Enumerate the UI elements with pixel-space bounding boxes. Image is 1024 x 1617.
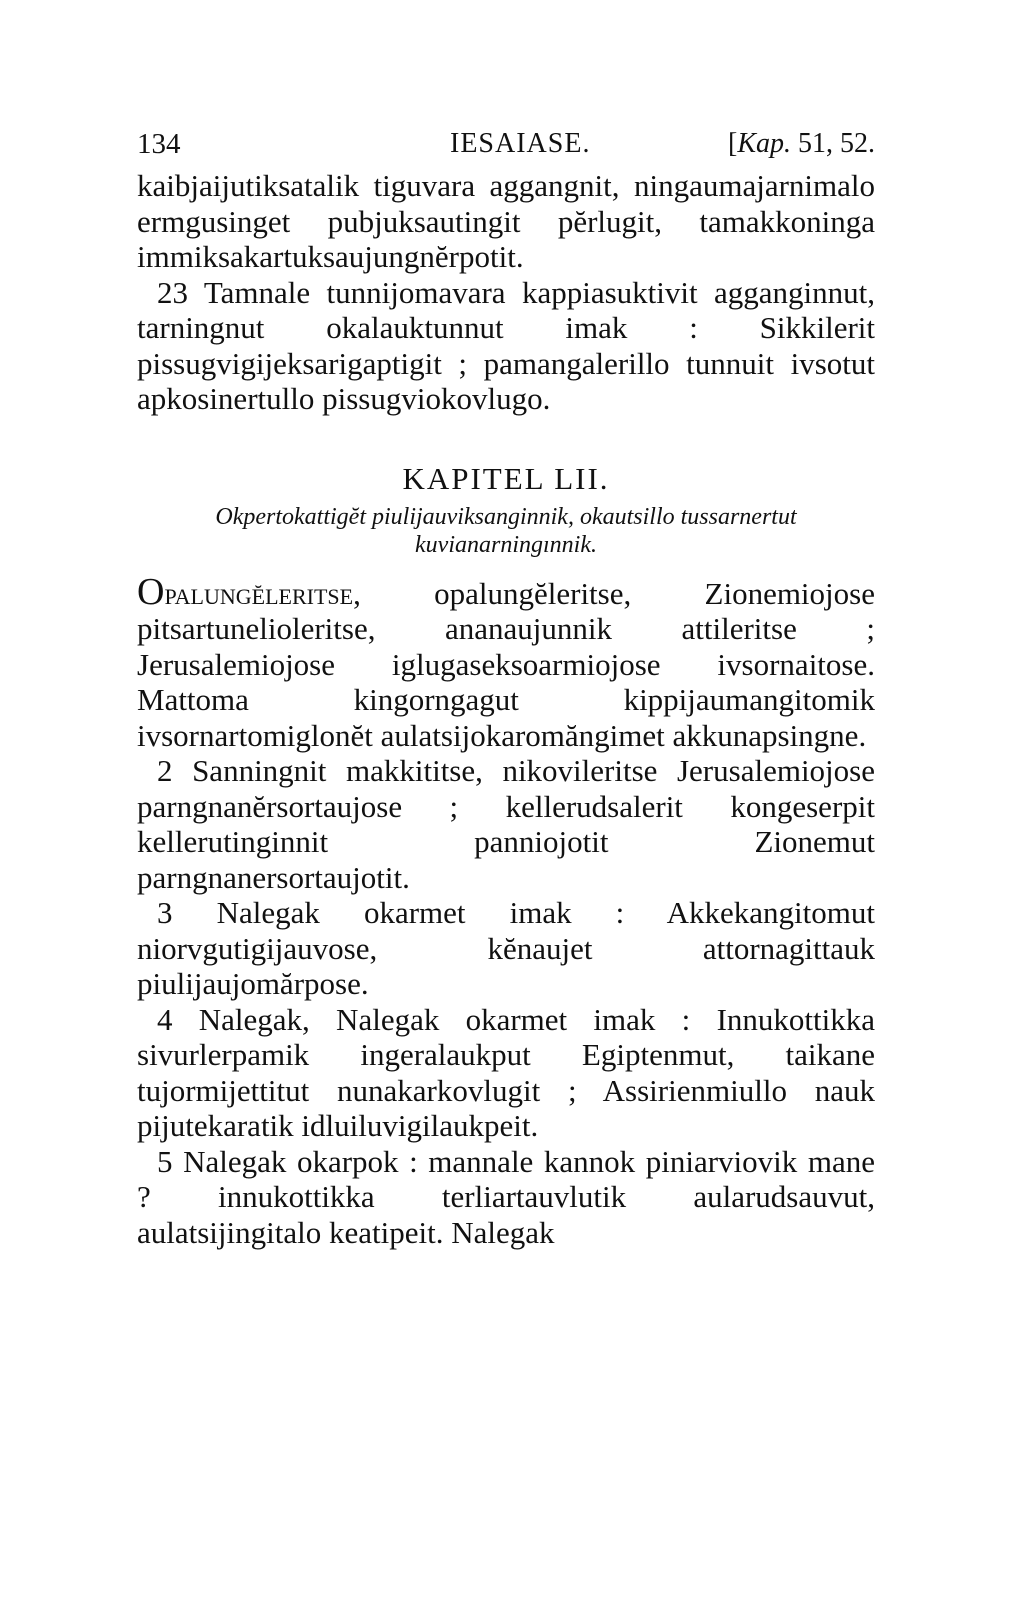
verse-5: 5 Nalegak okarpok : mannale kannok piniarviovik mane ? innukottikka terliartauvlutik aularudsauvut, aulatsijingitalo keatipeit. Nalegak (137, 1143, 875, 1250)
chapter-heading: KAPITEL LII. (402, 460, 610, 496)
running-head (137, 128, 875, 168)
verse-1-text: opalungĕleritse, Zionemiojose pitsartunelioleritse, ananaujunnik attileritse ; Jerusalemiojose iglugaseksoarmiojose ivsornaitose. Mattoma kingorngagut kippijaumangitomik ivsornartomiglonĕt aulatsijokaromăngimet akkunapsingne. (137, 575, 875, 753)
chapter-summary: Okpertokattigĕt piulijauviksanginnik, okautsillo tussarnertut kuvianarningınnik. (215, 503, 797, 558)
continuation-paragraph: kaibjaijutiksatalik tiguvara aggangnit, ningaumajarnimalo ermgusinget pubjuksautingit pĕrlugit, tamakkoninga immiksakartuksaujungnĕrpotit. (137, 168, 875, 274)
book-page (137, 128, 875, 1250)
verse-2: 2 Sanningnit makkititse, nikovileritse Jerusalemiojose parngnanĕrsortaujose ; kellerudsalerit kongeserpit kellerutinginnit panniojotit Zionemut parngnanersortaujotit. (137, 753, 875, 895)
verse-1 (137, 570, 875, 754)
opening-words (137, 570, 361, 613)
opening-smallcaps: palungĕleritse, (164, 575, 361, 611)
page-number: 134 (137, 128, 181, 160)
chapter-ref-numbers: 51, 52. (791, 128, 875, 159)
verse-3: 3 Nalegak okarmet imak : Akkekangitomut niorvgutigijauvose, kĕnaujet attornagittauk piulijaujomărpose. (137, 895, 875, 1001)
chapter-text (137, 570, 875, 1251)
verse-23: 23 Tamnale tunnijomavara kappiasuktivit agganginnut, tarningnut okalauktunnut imak : Sikkilerit pissugvigijeksarigaptigit ; pamangalerillo tunnuit ivsotut apkosinertullo pissugviokovlugo. (137, 274, 875, 416)
chapter-ref-kap: Kap. (737, 128, 791, 159)
book-title: IESAIASE. (450, 128, 591, 159)
continuation-text (137, 168, 875, 417)
opening-initial: O (137, 570, 165, 613)
chapter-ref-bracket: [ (727, 128, 738, 159)
verse-4: 4 Nalegak, Nalegak okarmet imak : Innukottikka sivurlerpamik ingeralaukput Egiptenmut, taikane tujormijettitut nunakarkovlugit ; Assirienmiullo nauk pijutekaratik idluiluvigilaukpeit. (137, 1001, 875, 1143)
chapter-reference (728, 128, 875, 160)
